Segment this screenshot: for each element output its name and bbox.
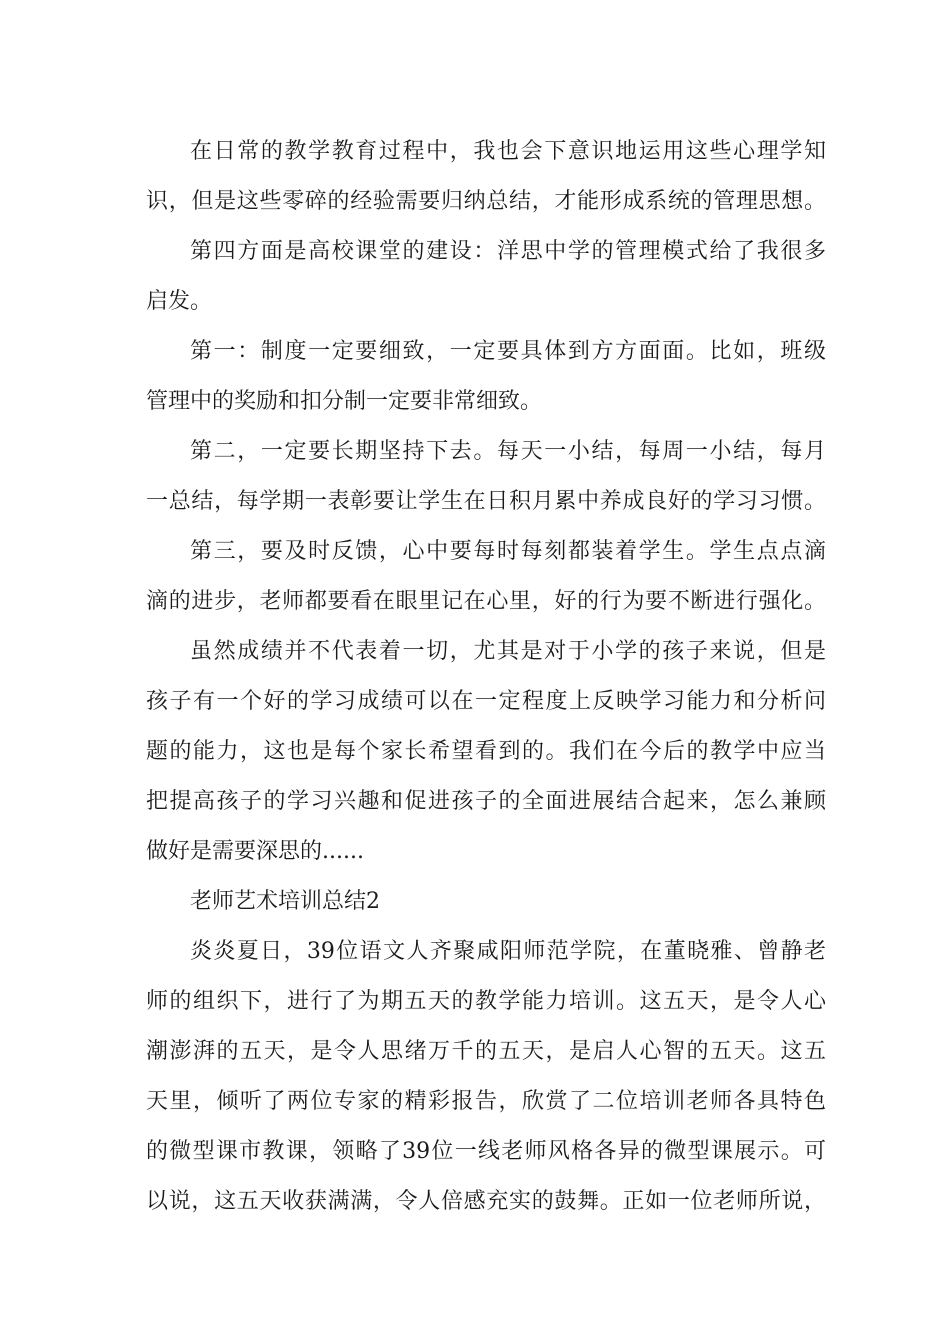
paragraph-line: 做好是需要深思的...... (146, 839, 364, 864)
paragraph-line: 虽然成绩并不代表着一切，尤其是对于小学的孩子来说，但是 (190, 639, 826, 664)
paragraph-line: 第四方面是高校课堂的建设：洋思中学的管理模式给了我很多 (190, 239, 826, 264)
paragraph-line: 识，但是这些零碎的经验需要归纳总结，才能形成系统的管理思想。 (146, 189, 826, 214)
paragraph-line: 师的组织下，进行了为期五天的教学能力培训。这五天，是令人心 (146, 989, 826, 1014)
paragraph-line: 启发。 (146, 289, 213, 314)
paragraph-line: 的微型课市教课，领略了39位一线老师风格各异的微型课展示。可 (146, 1139, 826, 1164)
paragraph-line: 题的能力，这也是每个家长希望看到的。我们在今后的教学中应当 (146, 739, 826, 764)
paragraph-line: 一总结，每学期一表彰要让学生在日积月累中养成良好的学习习惯。 (146, 489, 826, 514)
paragraph-line: 第二，一定要长期坚持下去。每天一小结，每周一小结，每月 (190, 439, 826, 464)
section-heading: 老师艺术培训总结2 (190, 889, 380, 914)
paragraph-line: 滴的进步，老师都要看在眼里记在心里，好的行为要不断进行强化。 (146, 589, 826, 614)
paragraph-line: 管理中的奖励和扣分制一定要非常细致。 (146, 389, 543, 414)
paragraph-line: 潮澎湃的五天，是令人思绪万千的五天，是启人心智的五天。这五 (146, 1039, 826, 1064)
paragraph-line: 天里，倾听了两位专家的精彩报告，欣赏了二位培训老师各具特色 (146, 1089, 826, 1114)
paragraph-line: 以说，这五天收获满满，令人倍感充实的鼓舞。正如一位老师所说， (146, 1189, 826, 1214)
paragraph-line: 在日常的教学教育过程中，我也会下意识地运用这些心理学知 (190, 139, 826, 164)
paragraph-line: 第一：制度一定要细致，一定要具体到方方面面。比如，班级 (190, 339, 826, 364)
paragraph-line: 第三，要及时反馈，心中要每时每刻都装着学生。学生点点滴 (190, 539, 826, 564)
paragraph-line: 炎炎夏日，39位语文人齐聚咸阳师范学院，在董晓雅、曾静老 (190, 939, 826, 964)
paragraph-line: 孩子有一个好的学习成绩可以在一定程度上反映学习能力和分析问 (146, 689, 826, 714)
paragraph-line: 把提高孩子的学习兴趣和促进孩子的全面进展结合起来，怎么兼顾 (146, 789, 826, 814)
